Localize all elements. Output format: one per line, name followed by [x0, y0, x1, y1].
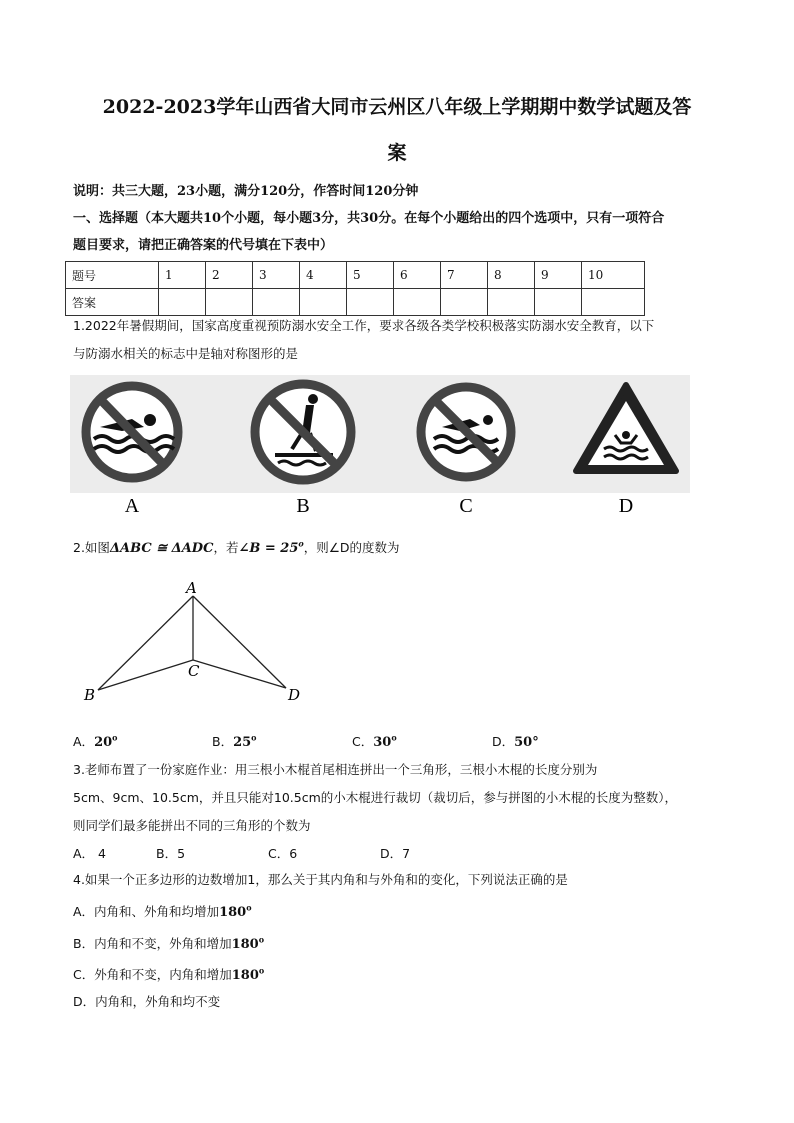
table-cell: 1	[159, 262, 206, 289]
angle-b-expression: ∠B = $25^o$	[238, 538, 304, 556]
question-1	[73, 312, 654, 368]
question-2-option-c[interactable]: C．30$^o$	[352, 732, 397, 750]
table-cell: 4	[300, 262, 347, 289]
question-2-suffix: ，则∠D的度数为	[303, 540, 400, 555]
question-3	[73, 756, 677, 840]
question-2-mid: ，若	[213, 540, 239, 555]
section-1-heading	[73, 205, 723, 259]
option-b-value: 25$^o$	[233, 732, 257, 750]
question-3-option-a[interactable]: A． 4	[73, 846, 106, 861]
question-3-line-1: 3.老师布置了一份家庭作业：用三根小木棍首尾相连拼出一个三角形，三根小木棍的长度分别为	[73, 762, 598, 777]
question-2-option-a[interactable]: A．20$^o$	[73, 732, 118, 750]
question-3-option-c[interactable]: C．6	[268, 846, 298, 861]
title-line-2: 案	[387, 142, 407, 164]
question-3-line-2: 5cm、9cm、10.5cm，并且只能对10.5cm的小木棍进行裁切（裁切后，参与拼图的小木棍的长度为整数），	[73, 790, 678, 805]
vertex-label-b: B	[84, 686, 96, 704]
sign-label-b: B	[296, 495, 310, 517]
section-1-line-1: 一、选择题（本大题共10个小题，每小题3分，共30分。在每个小题给出的四个选项中，只有一项符合	[73, 211, 665, 226]
table-cell: 2	[206, 262, 253, 289]
section-1-line-2: 题目要求，请把正确答案的代号填在下表中）	[73, 238, 334, 253]
question-3-option-b[interactable]: B．5	[156, 846, 186, 861]
table-header-number: 题号	[66, 262, 159, 289]
question-2-option-d[interactable]: D．50°	[492, 734, 539, 750]
exam-instructions: 说明：共三大题，23小题，满分120分，作答时间120分钟	[73, 184, 419, 199]
question-2-triangle-figure	[78, 576, 318, 706]
table-cell: 7	[441, 262, 488, 289]
question-4-stem: 4.如果一个正多边形的边数增加1，那么关于其内角和与外角和的变化，下列说法正确的是	[73, 872, 568, 887]
sign-label-a: A	[124, 495, 140, 517]
option-c-math: 180$^o$	[231, 965, 265, 983]
table-cell: 10	[582, 262, 645, 289]
sign-label-c: C	[459, 495, 473, 517]
document-title	[60, 84, 734, 176]
question-4-option-b[interactable]: B．内角和不变，外角和增加180$^o$	[73, 934, 265, 952]
answer-table-row-numbers	[66, 262, 645, 289]
table-cell: 6	[394, 262, 441, 289]
vertex-label-d: D	[288, 686, 301, 704]
table-cell: 9	[535, 262, 582, 289]
question-1-line-1: 1.2022年暑假期间，国家高度重视预防溺水安全工作，要求各级各类学校积极落实防溺水安全教育，以下	[73, 318, 655, 333]
question-3-line-3: 则同学们最多能拼出不同的三角形的个数为	[73, 818, 311, 833]
question-4-option-c[interactable]: C．外角和不变，内角和增加180$^o$	[73, 965, 265, 983]
table-cell: 3	[253, 262, 300, 289]
question-1-line-2: 与防溺水相关的标志中是轴对称图形的是	[73, 346, 299, 361]
table-header-answer: 答案	[66, 289, 159, 316]
vertex-label-a: A	[186, 579, 197, 597]
sign-label-d: D	[618, 495, 634, 517]
vertex-label-c: C	[188, 662, 200, 680]
question-2-prefix: 2.如图	[73, 540, 110, 555]
answer-table	[65, 261, 645, 316]
question-2-option-b[interactable]: B．25$^o$	[212, 732, 257, 750]
option-a-math: 180$^o$	[219, 902, 252, 920]
option-d-value: 50°	[514, 735, 539, 750]
congruence-expression: ΔABC ≅ ΔADC	[109, 541, 214, 556]
question-4-option-a[interactable]: A．内角和、外角和均增加180$^o$	[73, 902, 252, 920]
sign-c-no-swimming-icon	[421, 387, 511, 477]
table-cell: 5	[347, 262, 394, 289]
segment-ab	[98, 596, 193, 690]
question-3-option-d[interactable]: D．7	[380, 846, 411, 861]
question-4-option-d[interactable]: D．内角和，外角和均不变	[73, 994, 221, 1009]
sign-a-no-swimming-icon	[86, 386, 178, 478]
title-line-1: 2022-2023学年山西省大同市云州区八年级上学期期中数学试题及答	[102, 96, 692, 118]
question-2-stem	[73, 538, 400, 556]
option-c-value: 30$^o$	[373, 732, 397, 750]
sign-b-no-diving-icon	[255, 384, 351, 480]
option-b-math: 180$^o$	[231, 934, 265, 952]
question-1-signs-figure	[70, 375, 690, 520]
table-cell: 8	[488, 262, 535, 289]
option-a-value: 20$^o$	[94, 732, 118, 750]
